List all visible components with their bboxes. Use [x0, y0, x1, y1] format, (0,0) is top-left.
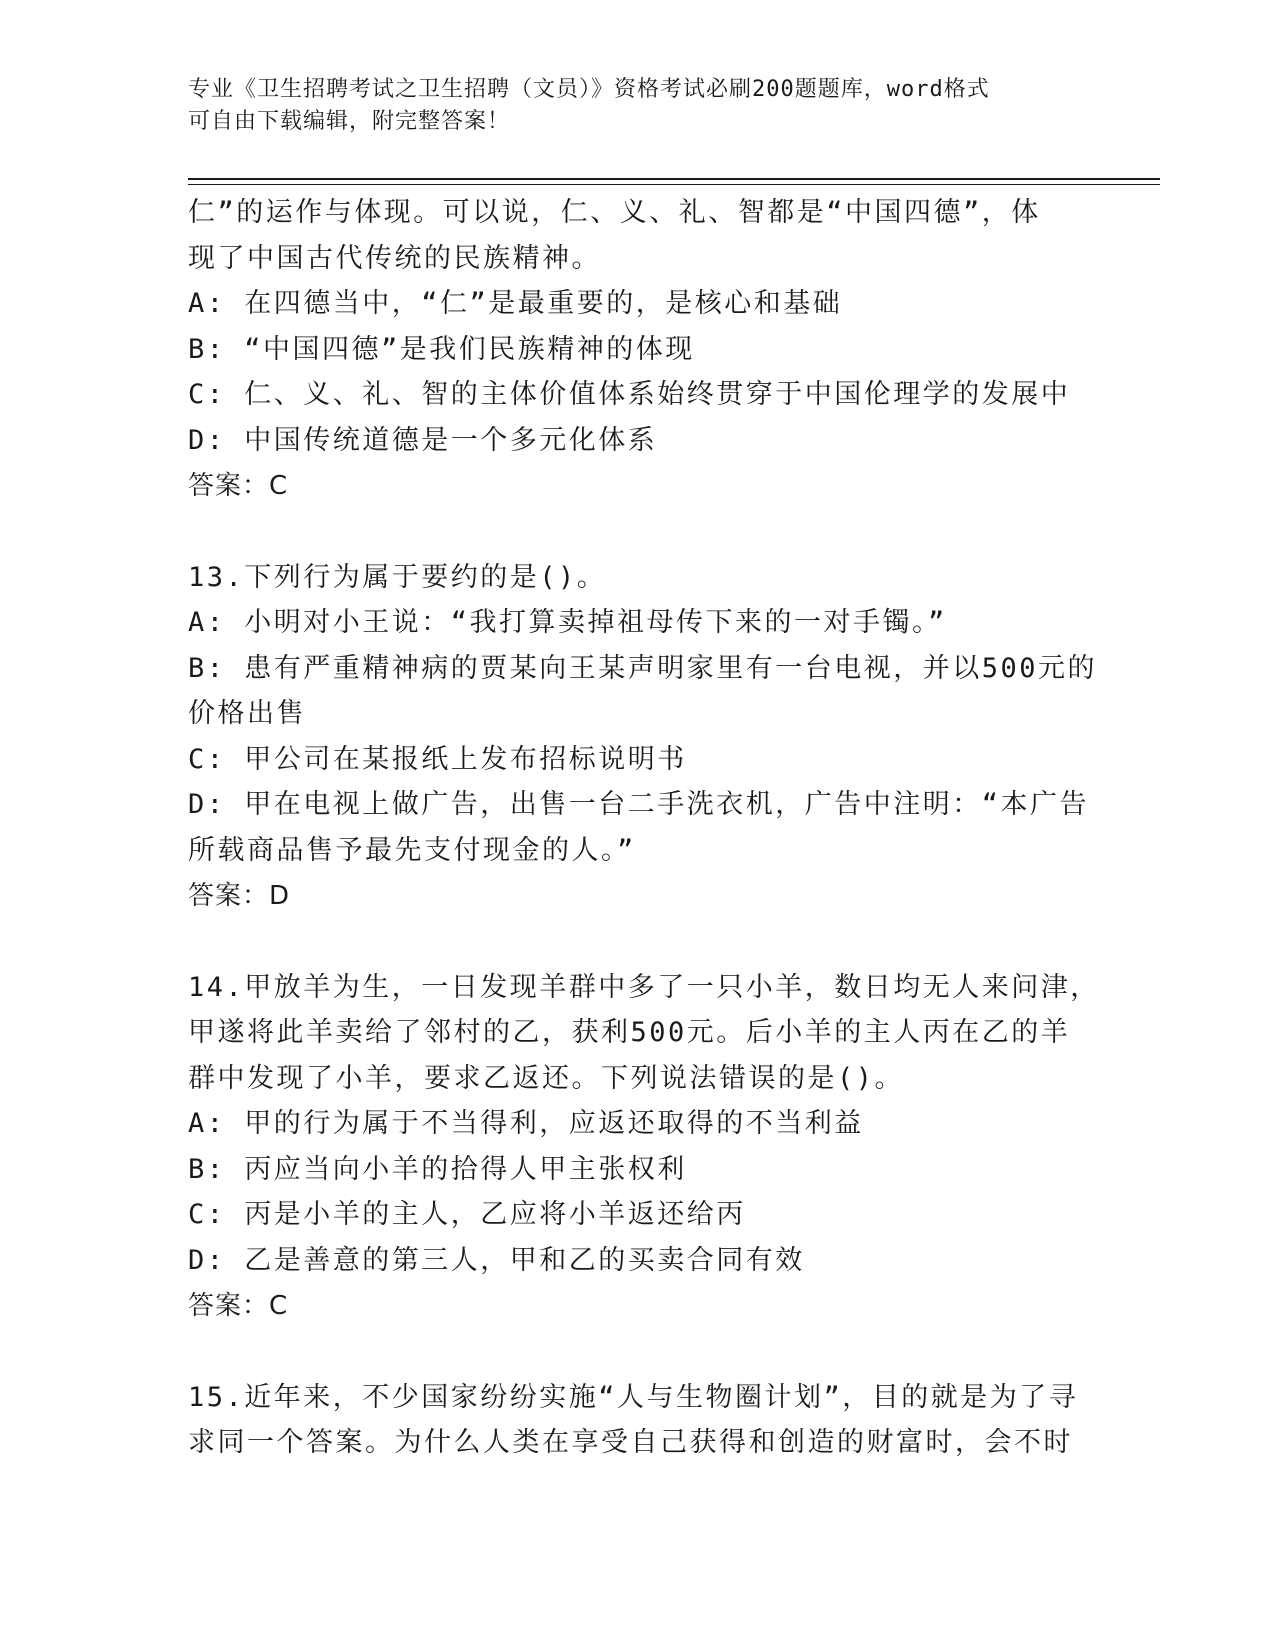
spacer	[188, 1329, 1088, 1375]
question-14	[188, 965, 1100, 1330]
option-d: D: 甲在电视上做广告，出售一台二手洗衣机，广告中注明：“本广告	[188, 789, 1090, 820]
header-line-2: 可自由下载编辑，附完整答案！	[188, 109, 511, 134]
option-d: D: 中国传统道德是一个多元化体系	[188, 424, 658, 456]
answer-line: 答案：D	[188, 881, 291, 911]
header-line-1: 专业《卫生招聘考试之卫生招聘（文员）》资格考试必刷200题题库，word格式	[188, 77, 990, 102]
spacer	[188, 509, 1088, 555]
option-a: A: 甲的行为属于不当得利，应返还取得的不当利益	[188, 1108, 864, 1139]
option-b: B: “中国四德”是我们民族精神的体现	[188, 333, 695, 365]
option-d: D: 乙是善意的第三人，甲和乙的买卖合同有效	[188, 1244, 805, 1276]
question-text-line: 群中发现了小羊，要求乙返还。下列说法错误的是()。	[188, 1062, 905, 1094]
question-13	[188, 555, 1098, 920]
header-divider-thick	[188, 178, 1160, 180]
option-b: B: 患有严重精神病的贾某向王某声明家里有一台电视，并以500元的	[188, 652, 1098, 684]
option-b: B: 丙应当向小羊的拾得人甲主张权利	[188, 1153, 687, 1185]
question-text-line: 15.近年来，不少国家纷纷实施“人与生物圈计划”，目的就是为了寻	[188, 1381, 1079, 1413]
question-15	[188, 1375, 1088, 1466]
option-a: A: 在四德当中，“仁”是最重要的，是核心和基础	[188, 288, 843, 319]
question-text-line: 仁”的运作与体现。可以说，仁、义、礼、智都是“中国四德”，体	[188, 197, 1041, 228]
question-text-line: 求同一个答案。为什么人类在享受自己获得和创造的财富时，会不时	[188, 1427, 1073, 1458]
question-12-continuation	[188, 190, 1088, 509]
option-a: A: 小明对小王说：“我打算卖掉祖母传下来的一对手镯。”	[188, 607, 947, 638]
spacer	[188, 919, 1088, 965]
page-header	[188, 74, 1088, 138]
option-b-continued: 价格出售	[188, 698, 306, 729]
question-text-line: 现了中国古代传统的民族精神。	[188, 242, 601, 274]
option-c: C: 仁、义、礼、智的主体价值体系始终贯穿于中国伦理学的发展中	[188, 379, 1071, 410]
answer-line: 答案：C	[188, 471, 289, 501]
header-divider-thin	[188, 184, 1160, 185]
question-text-line: 甲遂将此羊卖给了邻村的乙，获利500元。后小羊的主人丙在乙的羊	[188, 1017, 1071, 1048]
question-text-line: 13.下列行为属于要约的是()。	[188, 561, 607, 593]
option-d-continued: 所载商品售予最先支付现金的人。”	[188, 834, 636, 866]
page-content	[188, 190, 1100, 1466]
answer-line: 答案：C	[188, 1291, 289, 1321]
question-text-line: 14.甲放羊为生，一日发现羊群中多了一只小羊，数日均无人来问津，	[188, 971, 1100, 1003]
option-c: C: 丙是小羊的主人，乙应将小羊返还给丙	[188, 1199, 746, 1230]
option-c: C: 甲公司在某报纸上发布招标说明书	[188, 743, 687, 775]
